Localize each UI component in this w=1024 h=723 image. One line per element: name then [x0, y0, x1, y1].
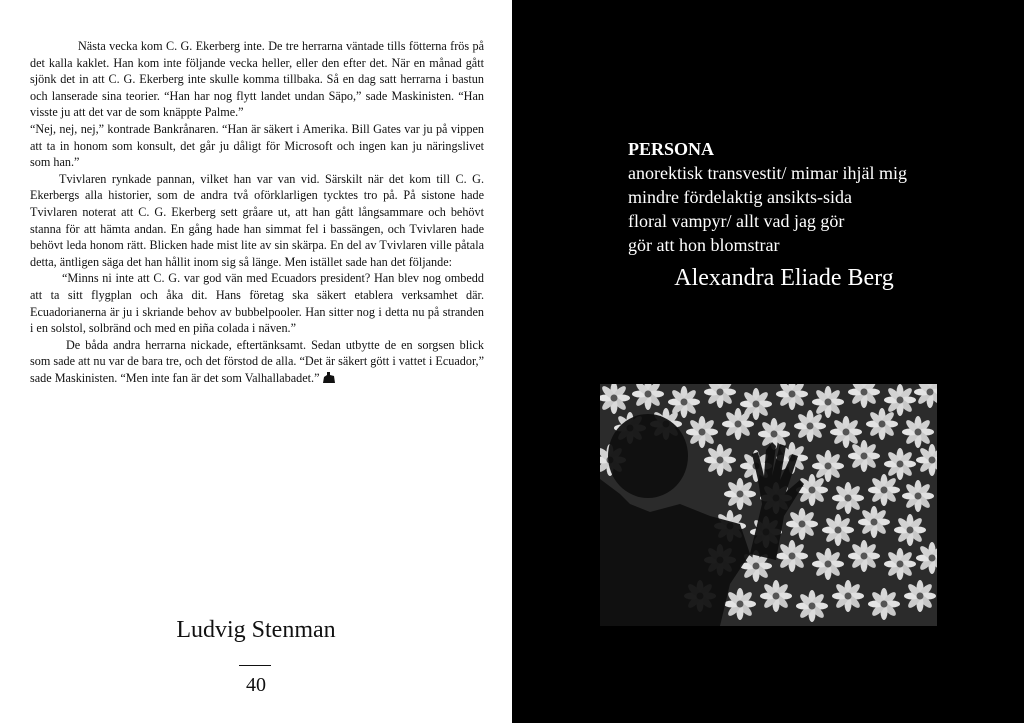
poem-line: floral vampyr/ allt vad jag gör [628, 211, 845, 231]
poem-line: anorektisk transvestit/ mimar ihjäl mig [628, 163, 907, 183]
story-paragraph: Tvivlaren rynkade pannan, vilket han var van vid. Särskilt när det kom till C. G. Ekerbergs alla historier, som de andra två oförklarligen tycktes tro på. På sistone hade Tvivlaren noterat att C. G. Ekerberg sett gråare ut, att han gått långsammare och behövt stanna för att hämta andan. En gång hade han simmat fel i bassängen, och Tvivlaren hade behövt leda honom rätt. Blicken hade mist lite av sin skärpa. En del av Tvivlaren ville påtala detta, äntligen säga det han hållit inom sig så länge. Men istället sade han det följande: [30, 171, 484, 269]
poem-line: gör att hon blomstrar [628, 235, 780, 255]
left-author-name: Ludvig Stenman [176, 617, 336, 643]
silhouette-flowers-photo [600, 384, 937, 626]
story-text [30, 38, 484, 386]
poem [628, 137, 1008, 257]
page-number-rule [239, 665, 271, 666]
story-paragraph: Nästa vecka kom C. G. Ekerberg inte. De tre herrarna väntade tills fötterna frös på det kalla kaklet. Han kom inte följande vecka heller, eller den efter det. När en månad gått sjönk det in att C. G. Ekerberg inte skulle komma tillbaka. Så en dag satt herrarna i bastun och lanserade sina teorier. “Han har nog flytt landet undan Säpo,” sade Maskinisten. “Han visste ju att det var de som knäppte Palme.” [30, 39, 484, 120]
poem-line: mindre fördelaktig ansikts-sida [628, 187, 852, 207]
end-mark-icon [322, 371, 336, 384]
story-paragraph: De båda andra herrarna nickade, eftertänksamt. Sedan utbytte de en sorgsen blick som sade att nu var de bara tre, och det förstod de alla. “Det är säkert gött i vattet i Ecuador,” sade Maskinisten. “Men inte fan är det som Valhallabadet.” [30, 337, 484, 385]
poem-title: PERSONA [628, 139, 715, 159]
story-paragraph: “Minns ni inte att C. G. var god vän med Ecuadors president? Han blev nog ombedd att ta sitt flygplan och åka dit. Hans företag ska säkert etablera verksamhet där. Ecuadorianerna är ju i skriande behov av bubbelpooler. Han sitter nog i detta nu på stranden i en solstol, solbränd och med en piña colada i näven.” [30, 271, 484, 336]
page-number: 40 [246, 674, 266, 696]
right-author-name: Alexandra Eliade Berg [674, 265, 894, 291]
story-paragraph: “Nej, nej, nej,” kontrade Bankrånaren. “Han är säkert i Amerika. Bill Gates var ju på vippen att ta in honom som konsult, det går ju dåligt för Microsoft och ingen kan ju näringslivet som han.” [30, 121, 484, 170]
photo-illustration [600, 384, 937, 626]
